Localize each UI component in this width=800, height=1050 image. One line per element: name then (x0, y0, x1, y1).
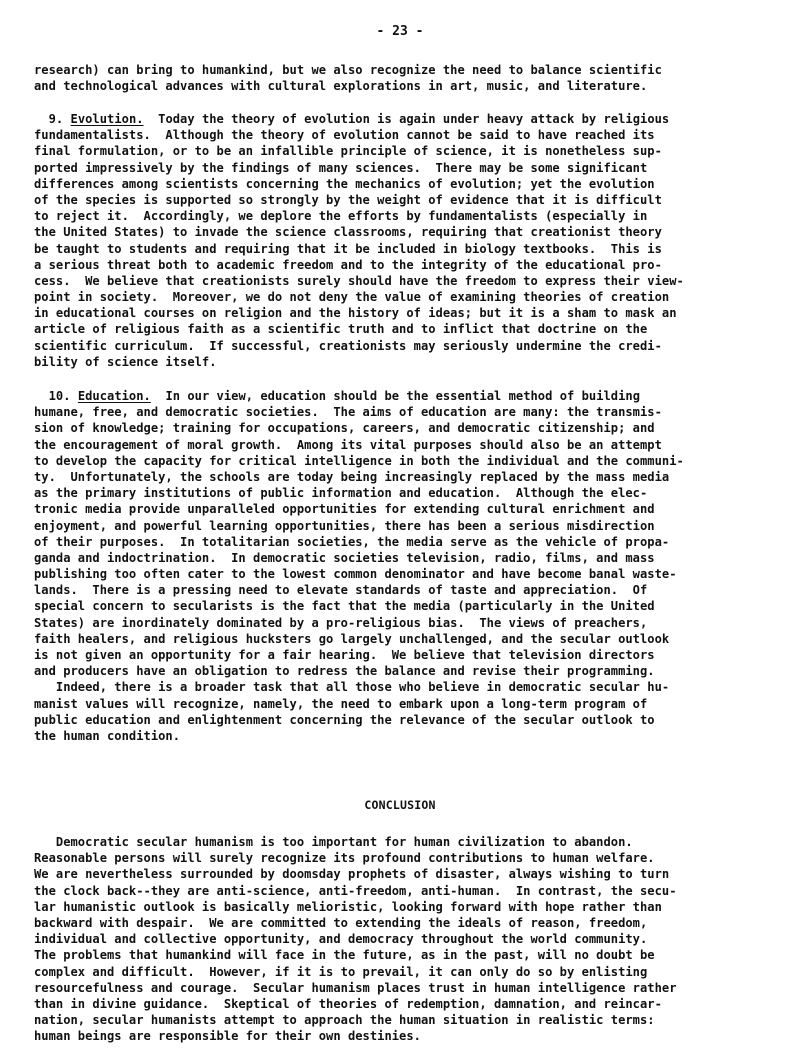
education-line: the encouragement of moral growth. Among its vital purposes should also be an attempt (34, 437, 662, 452)
conclusion-line: Democratic secular humanism is too important for human civilization to abandon. (34, 835, 633, 849)
education-first-line-text: In our view, education should be the essential method of building (150, 389, 641, 403)
conclusion-line: than in divine guidance. Skeptical of theories of redemption, damnation, and reincar- (34, 996, 662, 1011)
education-line: States) are inordinately dominated by a pro-religious bias. The views of preachers, (34, 615, 648, 630)
evolution-line: to reject it. Accordingly, we deplore the efforts by fundamentalists (especially in (34, 209, 648, 224)
evolution-line: in educational courses on religion and the history of ideas; but it is a sham to mask an (34, 306, 677, 321)
evolution-line: final formulation, or to be an infallible principle of science, it is nonetheless sup- (34, 144, 662, 159)
conclusion-line: Reasonable persons will surely recognize its profound contributions to human welfare. (34, 851, 655, 866)
evolution-paragraph (34, 111, 769, 370)
education-line: and producers have an obligation to redress the balance and revise their programming. (34, 664, 655, 679)
conclusion-line: human beings are responsible for their own destinies. (34, 1029, 421, 1044)
evolution-line: a serious threat both to academic freedom and to the integrity of the educational pro- (34, 257, 662, 272)
education-line: manist values will recognize, namely, the need to embark upon a long-term program of (34, 696, 648, 711)
evolution-line: of the species is supported so strongly by the weight of evidence that it is difficult (34, 192, 662, 207)
evolution-line: bility of science itself. (34, 354, 217, 369)
education-line: is not given an opportunity for a fair hearing. We believe that television directors (34, 648, 655, 662)
page-number: - 23 - (376, 24, 424, 39)
evolution-number: 9. (48, 112, 64, 126)
education-line: lands. There is a pressing need to elevate standards of taste and appreciation. Of (34, 583, 648, 598)
evolution-line: be taught to students and requiring that it be included in biology textbooks. This is (34, 241, 662, 256)
evolution-first-line-text: Today the theory of evolution is again under heavy attack by religious (143, 112, 670, 126)
education-line: Indeed, there is a broader task that all those who believe in democratic secular hu- (34, 680, 670, 695)
evolution-line: article of religious faith as a scientific truth and to inflict that doctrine on the (34, 322, 648, 337)
evolution-line: scientific curriculum. If successful, creationists may seriously undermine the credi- (34, 338, 662, 353)
evolution-line: the United States) to invade the science classrooms, requiring that creationist theory (34, 225, 662, 240)
education-line: as the primary institutions of public information and education. Although the elec- (34, 486, 648, 501)
conclusion-line: We are nevertheless surrounded by doomsday prophets of disaster, always wishing to turn (34, 867, 670, 882)
evolution-line: point in society. Moreover, we do not deny the value of examining theories of creation (34, 290, 670, 305)
intro-paragraph (34, 62, 769, 94)
conclusion-line: backward with despair. We are committed to extending the ideals of reason, freedom, (34, 915, 648, 930)
education-line: sion of knowledge; training for occupations, careers, and democratic citizenship; and (34, 421, 655, 436)
evolution-line: differences among scientists concerning the mechanics of evolution; yet the evolution (34, 176, 655, 191)
education-line: publishing too often cater to the lowest common denominator and have become banal waste- (34, 567, 677, 582)
education-line: ganda and indoctrination. In democratic societies television, radio, films, and mass (34, 550, 655, 565)
conclusion-line: complex and difficult. However, if it is to prevail, it can only do so by enlisting (34, 964, 648, 979)
conclusion-line: nation, secular humanists attempt to approach the human situation in realistic terms: (34, 1013, 655, 1028)
evolution-line: cess. We believe that creationists surely should have the freedom to express their view- (34, 273, 684, 288)
education-line: tronic media provide unparalleled opportunities for extending cultural enrichment and (34, 502, 655, 517)
evolution-line: fundamentalists. Although the theory of evolution cannot be said to have reached its (34, 128, 655, 143)
conclusion-line: individual and collective opportunity, and democracy throughout the world community. (34, 932, 648, 947)
evolution-line: ported impressively by the findings of many sciences. There may be some significant (34, 160, 648, 175)
education-line: humane, free, and democratic societies. The aims of education are many: the transmis- (34, 405, 662, 420)
intro-line: research) can bring to humankind, but we also recognize the need to balance scientific (34, 63, 662, 77)
education-line: faith healers, and religious hucksters go largely unchallenged, and the secular outlook (34, 631, 670, 646)
intro-line: and technological advances with cultural explorations in art, music, and literature. (34, 79, 648, 94)
conclusion-line: The problems that humankind will face in the future, as in the past, will no doubt be (34, 948, 655, 963)
education-line: to develop the capacity for critical intelligence in both the individual and the communi- (34, 453, 684, 468)
education-line: ty. Unfortunately, the schools are today being increasingly replaced by the mass media (34, 469, 670, 484)
conclusion-paragraph (34, 834, 769, 1044)
education-number: 10. (48, 389, 71, 403)
evolution-first-line (34, 111, 769, 127)
education-first-line (34, 388, 769, 404)
education-line: the human condition. (34, 728, 181, 743)
conclusion-line: the clock back--they are anti-science, anti-freedom, anti-human. In contrast, the secu- (34, 883, 677, 898)
conclusion-line: lar humanistic outlook is basically melioristic, looking forward with hope rather than (34, 899, 662, 914)
education-line: enjoyment, and powerful learning opportunities, there has been a serious misdirection (34, 518, 655, 533)
evolution-heading: Evolution. (70, 112, 144, 126)
conclusion-line: resourcefulness and courage. Secular humanism places trust in human intelligence rather (34, 980, 677, 995)
education-heading: Education. (77, 389, 151, 403)
education-line: public education and enlightenment concerning the relevance of the secular outlook to (34, 712, 655, 727)
education-paragraph (34, 388, 769, 744)
education-line: of their purposes. In totalitarian societies, the media serve as the vehicle of propa- (34, 534, 670, 549)
education-line: special concern to secularists is the fact that the media (particularly in the United (34, 599, 655, 614)
conclusion-heading: CONCLUSION (364, 798, 436, 812)
